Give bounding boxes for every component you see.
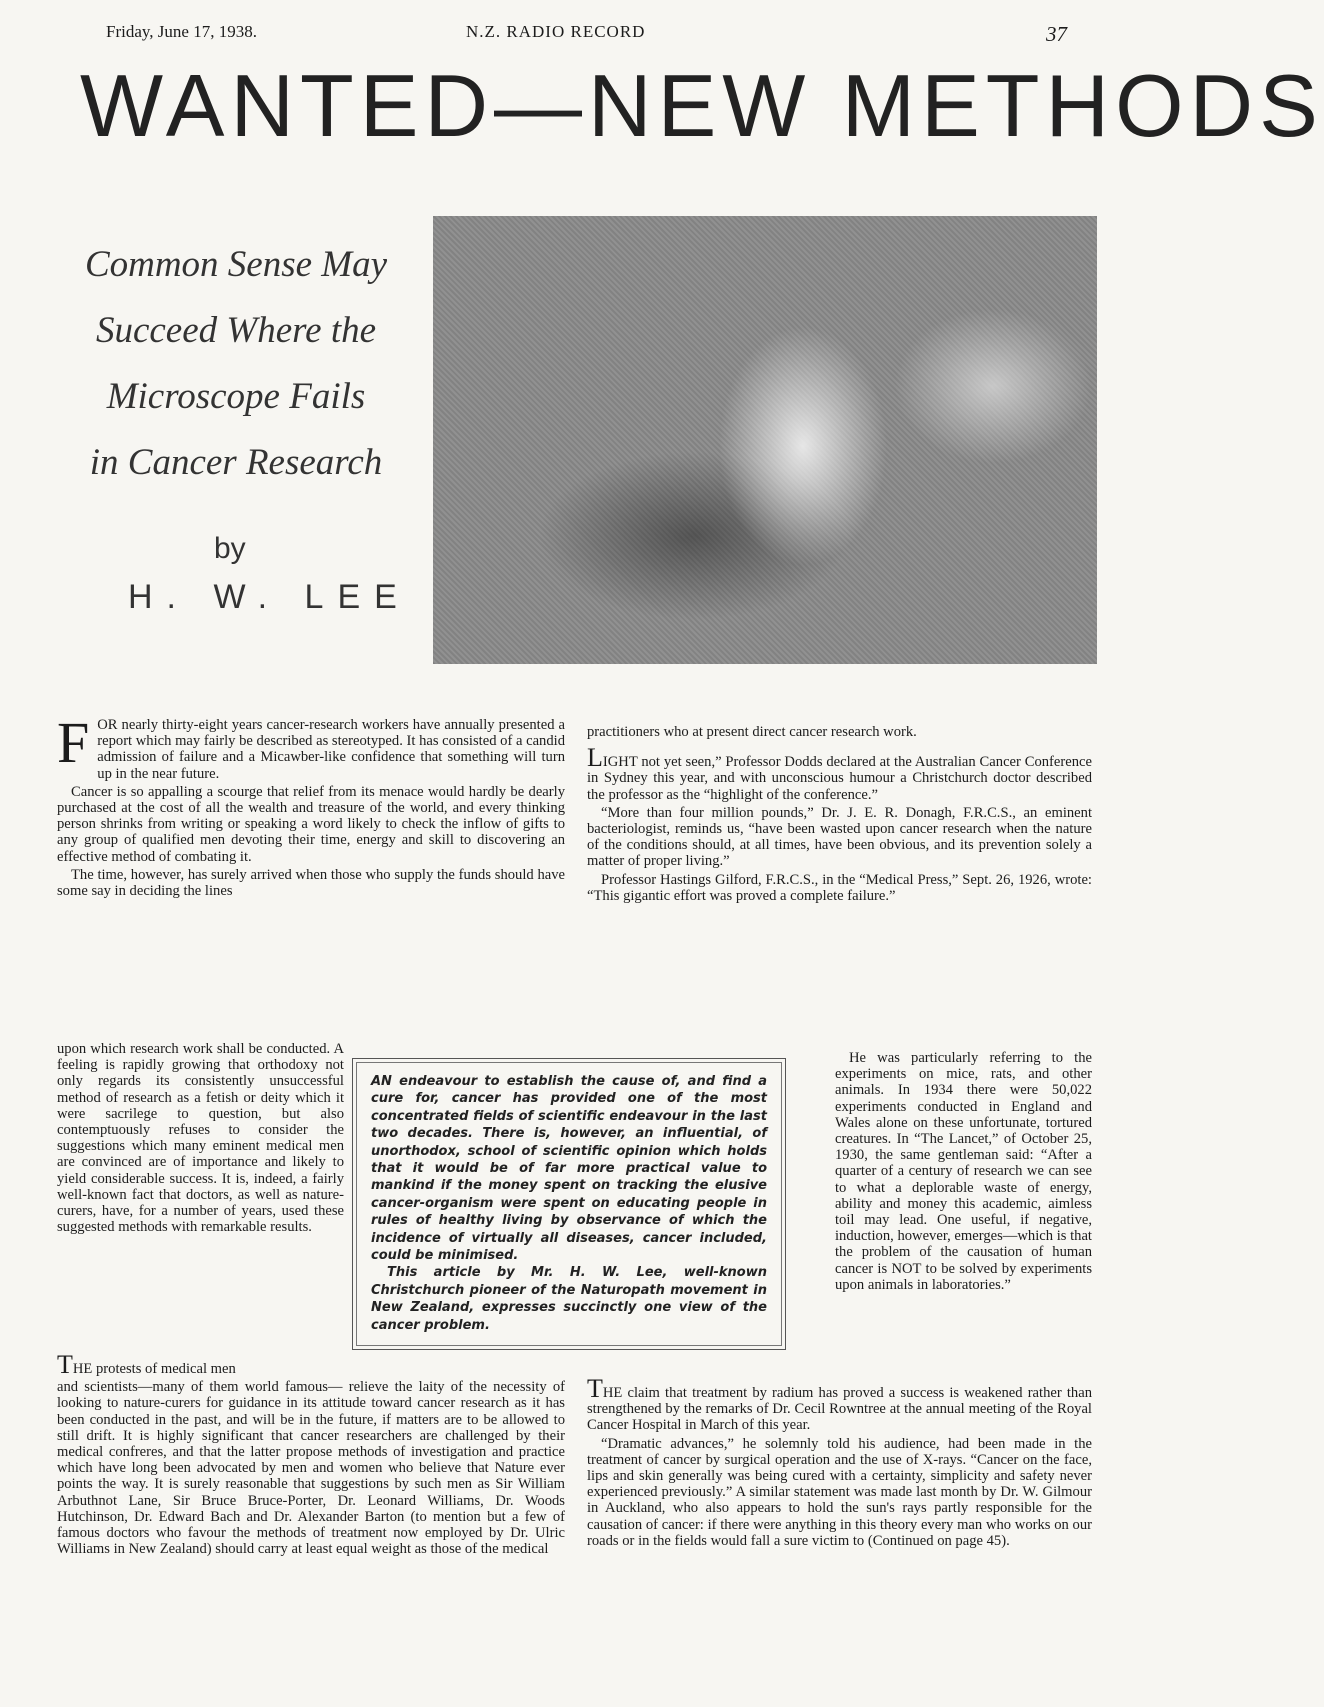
publication-name: N.Z. RADIO RECORD bbox=[466, 22, 646, 41]
pullquote-box bbox=[352, 1058, 786, 1350]
paragraph: HE claim that treatment by radium has proved a success is weakened rather than strengthened by the remarks of Dr. Cecil Rowntree at the annual meeting of the Royal Cancer Hospital in March of this year. bbox=[587, 1385, 1092, 1434]
lead-text: HE protests of medical men bbox=[72, 1361, 236, 1377]
lead-letter: T bbox=[57, 1350, 73, 1379]
paragraph: and scientists—many of them world famous— relieve the laity of the necessity of looking to nature-curers for guidance in its attitude toward cancer research as it has been conducted in the past, and will be in the future, if matters are to be allowed to still drift. It is highly significant that cancer researchers are challenged by their medical confreres, and that the latter propose methods of investigation and practice which have long been advocated by men and women who believe that Nature ever points the way. It is surely reasonable that suggestions by such men as Sir William Arbuthnot Lane, Sir Bruce Bruce-Porter, Dr. Leonard Williams, Dr. Woods Hutchinson, Dr. Edward Bach and Dr. Alexander Barton (to mention but a few of famous doctors who favour the methods of treatment now employed by Dr. Ulric Williams in New Zealand) should carry at least equal weight as those of the medical bbox=[57, 1379, 565, 1558]
lead-letter: T bbox=[587, 1374, 603, 1403]
headline: WANTED—NEW METHODS bbox=[80, 56, 1324, 155]
paragraph: “More than four million pounds,” Dr. J. E. R. Donagh, F.R.C.S., an eminent bacteriologist, reminds us, “have been wasted upon cancer research when the nature of the conditions should, at all times, have been obvious, and its prevention solely a matter of proper living.” bbox=[587, 804, 1092, 870]
pullquote-paragraph: This article by Mr. H. W. Lee, well-known Christchurch pioneer of the Naturopath movement in New Zealand, expresses succinctly one view of the cancer problem. bbox=[371, 1265, 767, 1333]
paragraph: The time, however, has surely arrived when those who supply the funds should have some say in deciding the lines bbox=[57, 866, 565, 900]
article-column-1-middle bbox=[57, 1041, 344, 1237]
article-column-2-middle bbox=[835, 1050, 1092, 1295]
byline-author: H. W. LEE bbox=[128, 578, 411, 616]
article-photo bbox=[433, 216, 1097, 664]
pullquote-paragraph: AN endeavour to establish the cause of, and find a cure for, cancer has provided one of the most concentrated fields of scientific endeavour in the last two decades. There is, however, an influential, of unorthodox, school of scientific opinion which holds that it would be of far more practical value to mankind if the money spent on tracking the elusive cancer-organism were spent on educating people in rules of healthy living by observance of which the incidence of virtually all diseases, cancer included, could be minimised. bbox=[371, 1074, 767, 1264]
issue-date: Friday, June 17, 1938. bbox=[106, 22, 257, 41]
subtitle-line: Common Sense May bbox=[84, 244, 388, 285]
subtitle-line: Microscope Fails bbox=[106, 376, 366, 417]
subtitle-line: Succeed Where the bbox=[95, 310, 377, 351]
subtitle-line: in Cancer Research bbox=[89, 442, 383, 483]
paragraph: He was particularly referring to the experiments on mice, rats, and other animals. In 1934 there were 50,022 experiments conducted in England and Wales alone on these unfortunate, tortured creatures. In “The Lancet,” of October 25, 1930, the same gentleman said: “After a quarter of a century of research we can see to what a deplorable waste of energy, ability and money this academic, aimless toil may lead. One useful, if negative, induction, however, emerges—which is that the problem of the causation of human cancer is NOT to be solved by experiments upon animals in laboratories.” bbox=[835, 1050, 1092, 1293]
subtitle bbox=[56, 232, 416, 496]
paragraph: “Dramatic advances,” he solemnly told his audience, had been made in the treatment of cancer by surgical operation and the use of X-rays. “Cancer on the face, lips and skin generally was being cured with a certainty, simplicity and safety never experienced previously.” A similar statement was made last month by Dr. W. Gilmour in Auckland, who also appears to hold the sun's rays partly responsible for the causation of cancer: if there were anything in this theory every man who works on our roads or in the fields would fall a sure victim to bbox=[587, 1435, 1092, 1549]
paragraph: OR nearly thirty-eight years cancer-research workers have annually presented a report which may fairly be described as stereotyped. It has consisted of a candid admission of failure and a Micawber-like confidence that something will turn up in the near future. bbox=[97, 717, 565, 782]
continued-note[interactable]: (Continued on page 45). bbox=[867, 1532, 1010, 1549]
paragraph: upon which research work shall be conducted. A feeling is rapidly growing that orthodoxy not only regards its consistently unsuccessful method of research as a fetish or deity which it were sacrilege to question, but also contemptuously refuses to consider the suggestions which many eminent medical men are convinced are of importance and likely to yield considerable success. It is, indeed, a fairly well-known fact that doctors, as well as nature-curers, have, for a number of years, used these suggested methods with remarkable results. bbox=[57, 1041, 344, 1236]
page-number: 37 bbox=[1046, 22, 1067, 46]
drop-cap: F bbox=[57, 710, 90, 775]
article-column-1-top bbox=[57, 710, 565, 901]
lead-letter: L bbox=[587, 743, 603, 773]
paragraph: practitioners who at present direct cancer research work. bbox=[587, 724, 917, 740]
article-column-1-bottom bbox=[57, 1350, 565, 1559]
byline-by: by bbox=[214, 532, 246, 565]
paragraph: Professor Hastings Gilford, F.R.C.S., in the “Medical Press,” Sept. 26, 1926, wrote: “This gigantic effort was proved a complete failure.” bbox=[587, 871, 1092, 904]
article-column-2-bottom bbox=[587, 1374, 1092, 1551]
paragraph: IGHT not yet seen,” Professor Dodds declared at the Australian Cancer Conference in Sydney this year, and with unconscious humour a Christchurch doctor described the professor as the “highlight of the conference.” bbox=[587, 754, 1092, 803]
article-column-2-top bbox=[587, 724, 1092, 906]
paragraph: Cancer is so appalling a scourge that relief from its menace would hardly be dearly purchased at the cost of all the wealth and treasure of the world, and every thinking person shrinks from writing or speaking a word likely to check the inflow of gifts to any group of qualified men devoting their time, energy and skill to discovering an effective method of combating it. bbox=[57, 783, 565, 865]
